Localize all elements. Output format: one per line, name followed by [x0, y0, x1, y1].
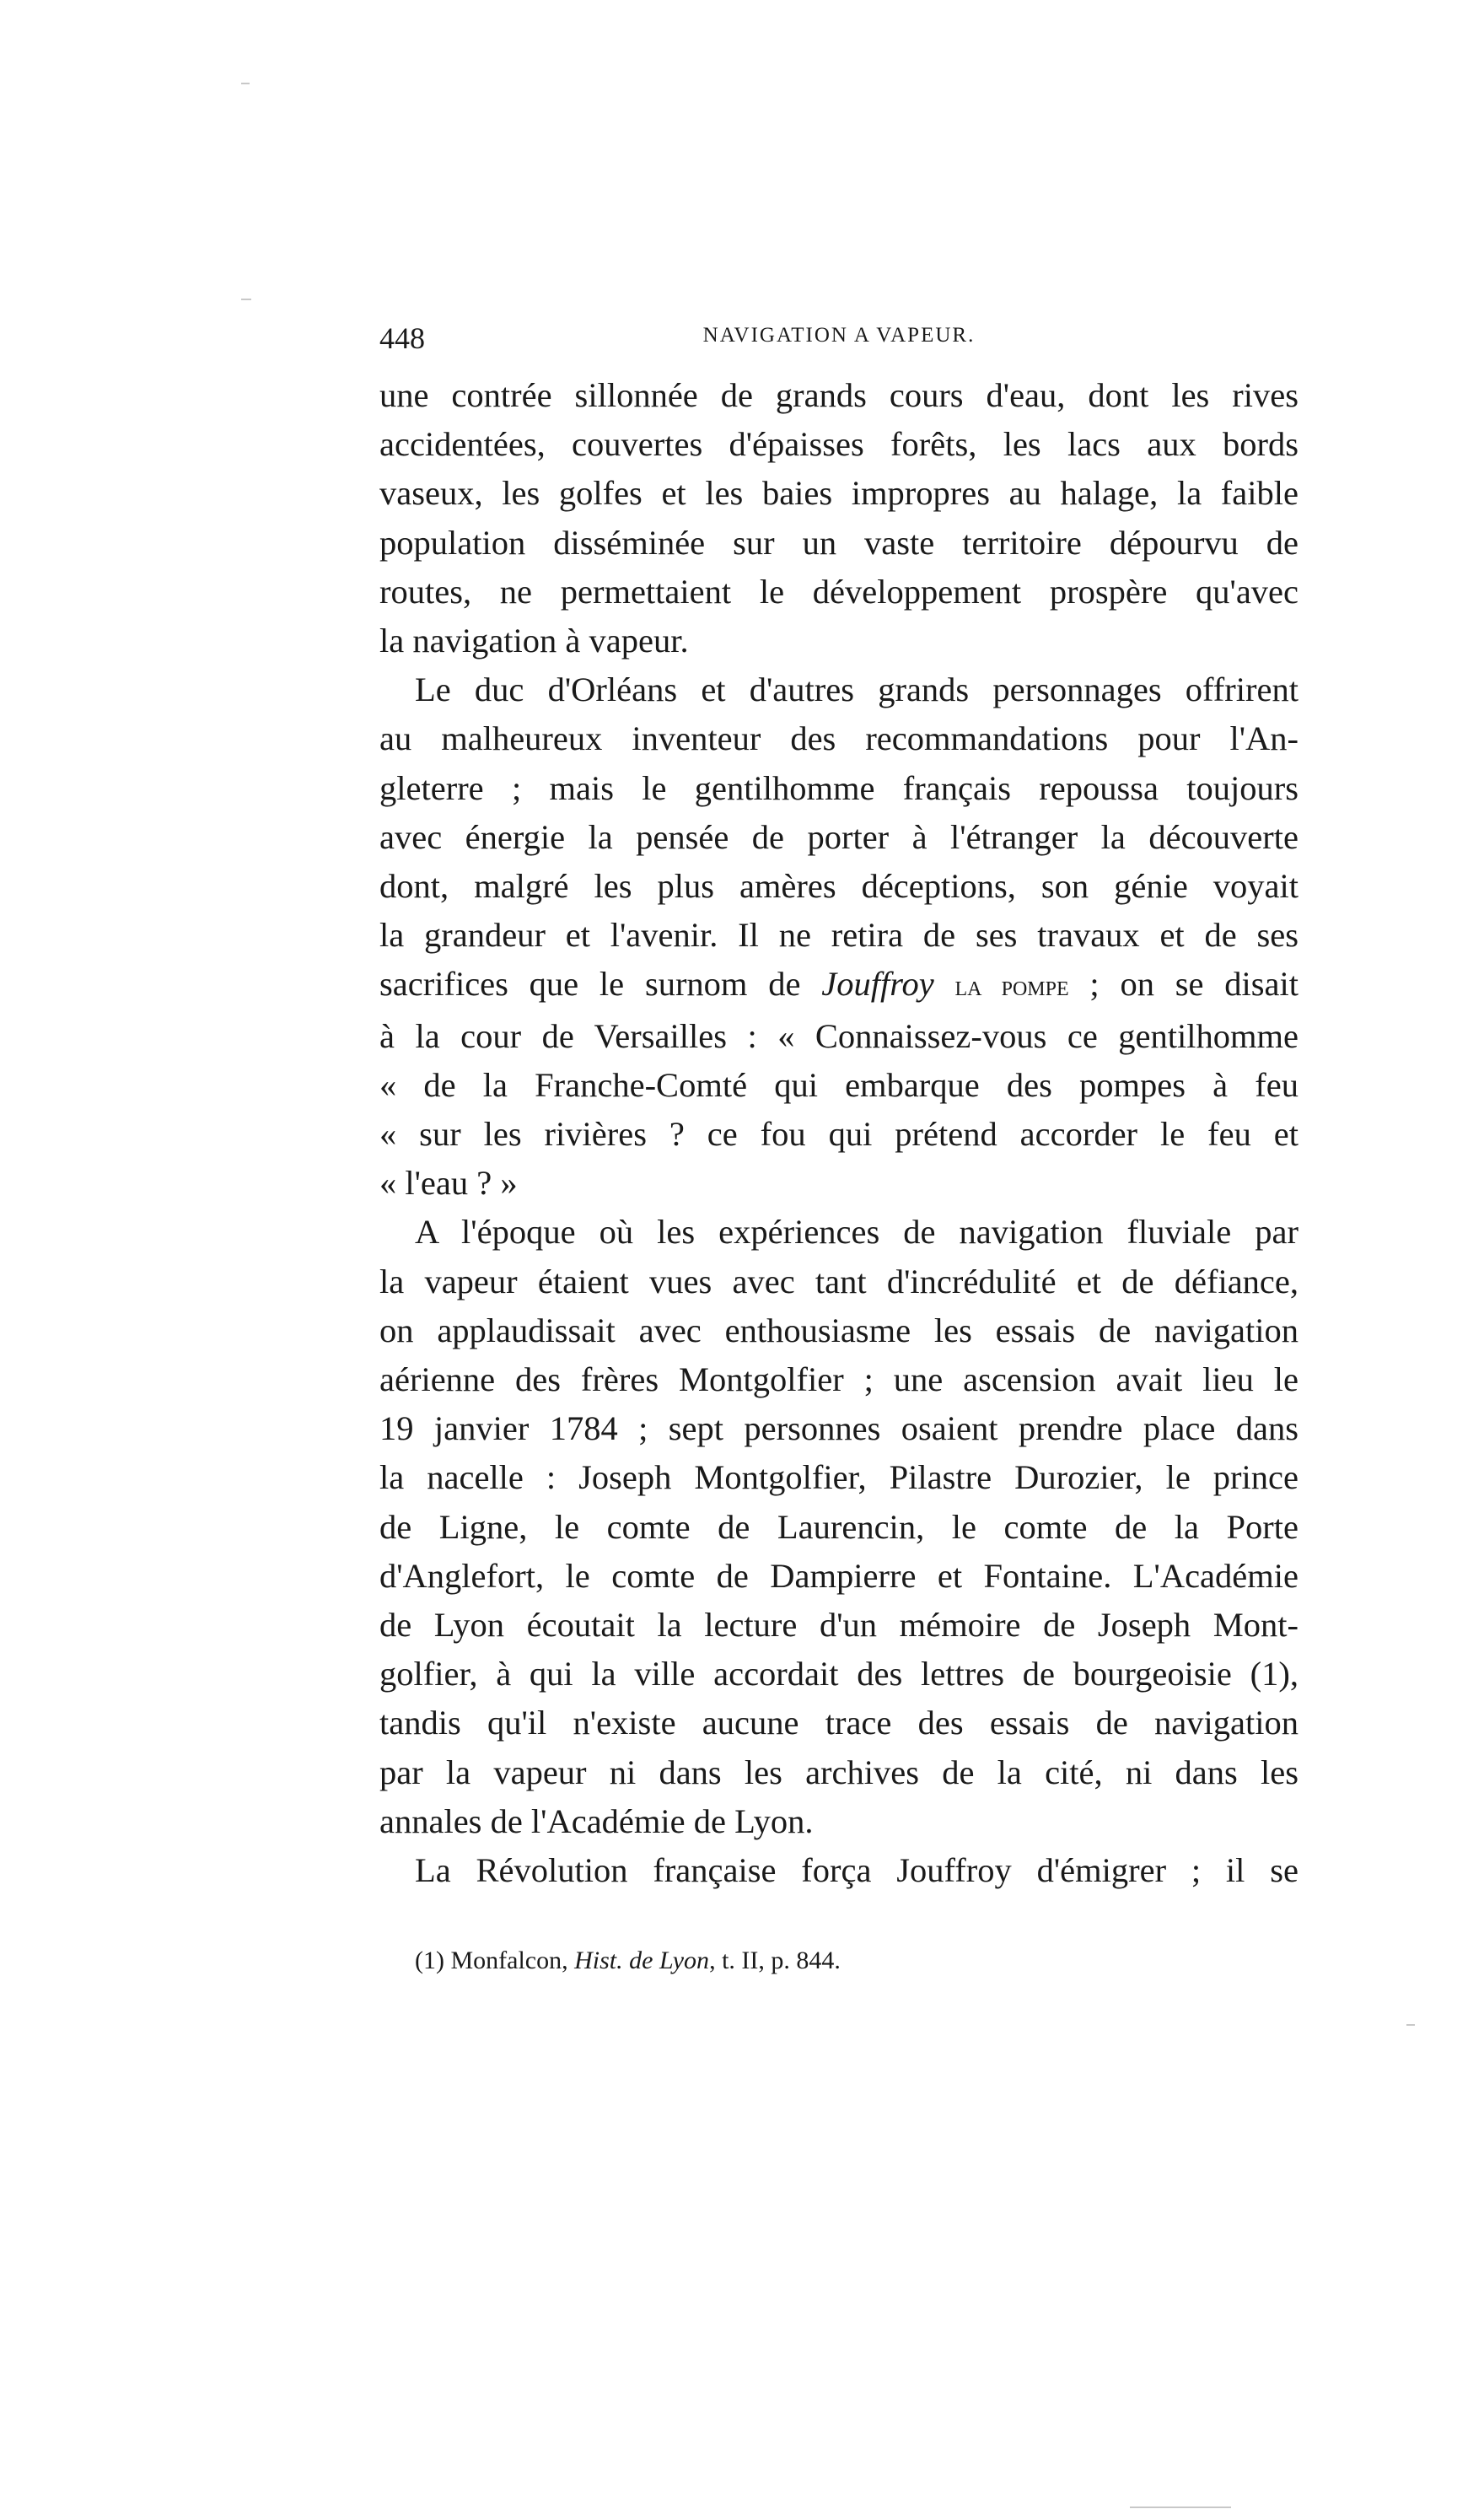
text-line: golfier, à qui la ville accordait des lettres de bourgeoisie (1),: [379, 1655, 1298, 1693]
text-line: A l'époque où les expériences de navigation fluviale par: [415, 1213, 1298, 1252]
text-line: 19 janvier 1784 ; sept personnes osaient prendre place dans: [379, 1409, 1298, 1448]
text-line: dont, malgré les plus amères déceptions, son génie voyait: [379, 867, 1298, 906]
footnote-marker: (1) Monfalcon,: [415, 1947, 568, 1975]
text-line: tandis qu'il n'existe aucune trace des essais de navigation: [379, 1704, 1298, 1742]
text-segment: ; on se disait: [1068, 965, 1298, 1004]
text-line: la nacelle : Joseph Montgolfier, Pilastre Durozier, le prince: [379, 1458, 1298, 1497]
italic-name: Jouffroy: [821, 965, 934, 1004]
text-line: de Ligne, le comte de Laurencin, le comte de la Porte: [379, 1507, 1298, 1546]
text-line: vaseux, les golfes et les baies impropres au halage, la faible: [379, 474, 1298, 513]
smallcaps-nickname: la pompe: [954, 971, 1069, 1003]
text-segment: sacrifices que le surnom de: [379, 965, 801, 1004]
text-line: routes, ne permettaient le développement prospère qu'avec: [379, 572, 1298, 611]
text-line: par la vapeur ni dans les archives de la cité, ni dans les: [379, 1753, 1298, 1791]
text-line: on applaudissait avec enthousiasme les essais de navigation: [379, 1311, 1298, 1349]
text-line: la vapeur étaient vues avec tant d'incrédulité et de défiance,: [379, 1262, 1298, 1300]
body-text: [379, 371, 1298, 1895]
text-line: aérienne des frères Montgolfier ; une ascension avait lieu le: [379, 1360, 1298, 1399]
scan-speck: [241, 299, 251, 300]
text-line: population disséminée sur un vaste territoire dépourvu de: [379, 523, 1298, 562]
footnote: [379, 1944, 1298, 1978]
text-line: Le duc d'Orléans et d'autres grands personnages offrirent: [415, 670, 1298, 709]
text-line: d'Anglefort, le comte de Dampierre et Fontaine. L'Académie: [379, 1556, 1298, 1595]
text-line: à la cour de Versailles : « Connaissez-vous ce gentilhomme: [379, 1016, 1298, 1055]
text-line: « l'eau ? »: [379, 1164, 518, 1203]
text-line: la grandeur et l'avenir. Il ne retira de ses travaux et de ses: [379, 916, 1298, 955]
footnote-title: Hist. de Lyon: [574, 1947, 710, 1975]
page-header: [379, 320, 1298, 371]
text-line: une contrée sillonnée de grands cours d'eau, dont les rives: [379, 376, 1298, 414]
text-line: La Révolution française força Jouffroy d'émigrer ; il se: [415, 1851, 1298, 1890]
page-number: 448: [379, 321, 425, 355]
text-line: la navigation à vapeur.: [379, 622, 689, 660]
text-line: au malheureux inventeur des recommandations pour l'An-: [379, 719, 1298, 758]
text-line: avec énergie la pensée de porter à l'étranger la découverte: [379, 817, 1298, 856]
text-line: de Lyon écoutait la lecture d'un mémoire de Joseph Mont-: [379, 1606, 1298, 1645]
text-line: accidentées, couvertes d'épaisses forêts, les lacs aux bords: [379, 425, 1298, 464]
scan-speck: [1130, 2507, 1231, 2508]
page-content: [379, 320, 1298, 1978]
footnote-rest: , t. II, p. 844.: [709, 1947, 841, 1975]
text-line: « de la Franche-Comté qui embarque des pompes à feu: [379, 1065, 1298, 1104]
text-line: « sur les rivières ? ce fou qui prétend accorder le feu et: [379, 1115, 1298, 1154]
text-line: annales de l'Académie de Lyon.: [379, 1801, 814, 1840]
text-line-mixed: [379, 960, 1298, 1011]
running-title: NAVIGATION A VAPEUR.: [702, 324, 976, 347]
scan-speck: [241, 83, 250, 84]
text-line: gleterre ; mais le gentilhomme français repoussa toujours: [379, 768, 1298, 807]
scan-speck: [1406, 2024, 1415, 2026]
